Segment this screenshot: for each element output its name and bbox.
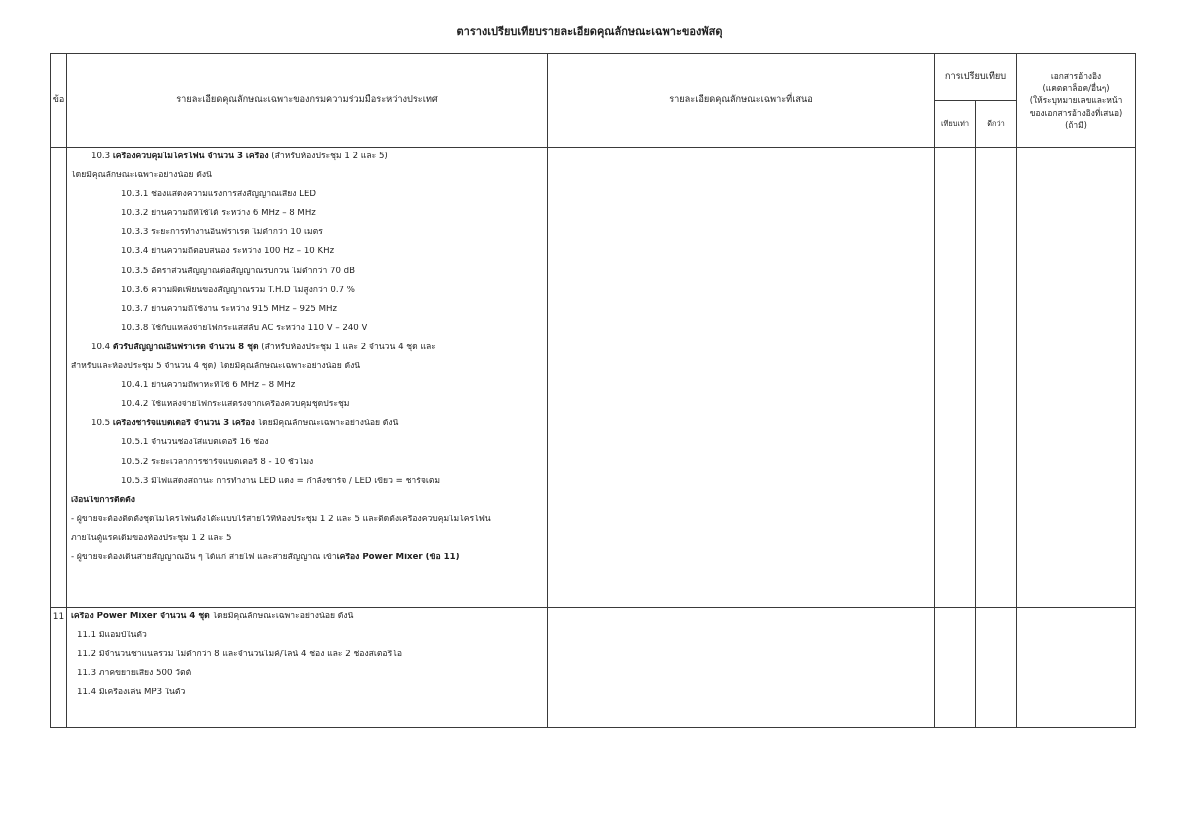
list-item: สำหรับและห้องประชุม 5 จำนวน 4 ชุด) โดยมีคุณลักษณะเฉพาะอย่างน้อย ดังนี้: [71, 362, 361, 372]
list-item: 10.5.1 จำนวนช่องใส่แบตเตอรี่ 16 ช่อง: [121, 438, 269, 448]
better-cell: [976, 608, 1017, 728]
header-reference-line-4: ของเอกสารอ้างอิงที่เสนอ): [1029, 107, 1123, 118]
list-item: เครื่อง Power Mixer จำนวน 4 ชุด โดยมีคุณลักษณะเฉพาะอย่างน้อย ดังนี้: [71, 612, 354, 621]
list-item: 10.3.7 ย่านความถี่ใช้งาน ระหว่าง 915 MHz – 925 MHz: [121, 304, 338, 314]
list-item: 10.4 ตัวรับสัญญาณอินฟราเรด จำนวน 8 ชุด (สำหรับห้องประชุม 1 และ 2 จำนวน 4 ชุด และ: [91, 342, 436, 352]
requirement-cell: [67, 608, 548, 728]
header-equal: เทียบเท่า: [935, 101, 976, 148]
header-requirement: รายละเอียดคุณลักษณะเฉพาะของกรมความร่วมมือระหว่างประเทศ: [67, 54, 548, 148]
list-item: 10.3.6 ความผิดเพี้ยนของสัญญาณรวม T.H.D ไม่สูงกว่า 0.7 %: [121, 285, 355, 295]
header-reference: [1017, 54, 1136, 148]
list-item: 10.3.2 ย่านความถี่ที่ใช้ได้ ระหว่าง 6 MHz – 8 MHz: [121, 209, 316, 219]
list-item: 10.3.8 ใช้กับแหล่งจ่ายไฟกระแสสลับ AC ระหว่าง 110 V – 240 V: [121, 323, 368, 333]
list-item: - ผู้ขายจะต้องเดินสายสัญญาณอื่น ๆ ได้แก่ สายไฟ และสายสัญญาณ เข้าเครื่อง Power Mixer (ข้อ 11): [71, 552, 460, 562]
list-item: 10.4.1 ย่านความถี่พาหะที่ใช้ 6 MHz – 8 MHz: [121, 381, 296, 391]
list-item: 10.4.2 ใช้แหล่งจ่ายไฟกระแสตรงจากเครื่องควบคุมชุดประชุม: [121, 400, 350, 410]
list-item: 10.5.2 ระยะเวลาการชาร์จแบตเตอรี 8 - 10 ชั่วโมง: [121, 457, 314, 467]
list-item: 10.3.5 อัตราส่วนสัญญาณต่อสัญญาณรบกวน ไม่ต่ำกว่า 70 dB: [121, 266, 356, 276]
table-row: [51, 148, 1136, 608]
list-item: โดยมีคุณลักษณะเฉพาะอย่างน้อย ดังนี้: [71, 171, 212, 181]
list-item: 11.2 มีจำนวนชาแนลรวม ไม่ต่ำกว่า 8 และจำนวนไมค์/ไลน์ 4 ช่อง และ 2 ช่องสเตอริโอ: [77, 650, 402, 659]
header-reference-line-3: (ให้ระบุหมายเลขและหน้า: [1029, 95, 1123, 106]
list-item: 10.3.4 ย่านความถี่ตอบสนอง ระหว่าง 100 Hz – 10 KHz: [121, 247, 335, 257]
header-reference-line-1: เอกสารอ้างอิง: [1050, 71, 1102, 82]
header-reference-line-2: (แคตตาล็อค/อื่นๆ): [1042, 83, 1110, 94]
header-no: ข้อ: [51, 54, 67, 148]
list-item: 10.5.3 มีไฟแสดงสถานะ การทำงาน LED แดง = กำลังชาร์จ / LED เขียว = ชาร์จเต็ม: [121, 476, 441, 486]
equal-cell: [935, 608, 976, 728]
row-no: 11: [51, 608, 67, 728]
table-row: [51, 608, 1136, 728]
list-item: 10.3 เครื่องควบคุมไมโครโฟน จำนวน 3 เครื่อง (สำหรับห้องประชุม 1 2 และ 5): [91, 152, 388, 161]
list-item: 10.5 เครื่องชาร์จแบตเตอรี่ จำนวน 3 เครื่อง โดยมีคุณลักษณะเฉพาะอย่างน้อย ดังนี้: [91, 419, 399, 429]
header-offered: รายละเอียดคุณลักษณะเฉพาะที่เสนอ: [548, 54, 935, 148]
reference-cell: [1017, 608, 1136, 728]
equal-cell: [935, 148, 976, 608]
comparison-table: [50, 53, 1136, 728]
requirement-cell: [67, 148, 548, 608]
list-item: 10.3.1 ช่องแสดงความแรงการส่งสัญญาณเสียง LED: [121, 190, 316, 200]
document-title: ตารางเปรียบเทียบรายละเอียดคุณลักษณะเฉพาะของพัสดุ: [456, 25, 723, 38]
spec-sheet: [50, 53, 1135, 728]
list-item: 10.3.3 ระยะการทำงานอินฟราเรด ไม่ต่ำกว่า 10 เมตร: [121, 228, 323, 238]
list-item: ภายในตู้แร็คเดิมของห้องประชุม 1 2 และ 5: [71, 533, 232, 543]
header-reference-line-5: (ถ้ามี): [1065, 119, 1087, 130]
list-item: 11.3 ภาคขยายเสียง 500 วัตต์: [77, 669, 192, 678]
list-item: - ผู้ขายจะต้องติดตั้งชุดไมโครโฟนตั้งโต๊ะแบบไร้สายไว้ที่ห้องประชุม 1 2 และ 5 และติดตั้งเครื่องควบคุมไมโครโฟน: [71, 514, 491, 524]
list-item: เงื่อนไขการติดตั้ง: [71, 495, 135, 505]
reference-cell: [1017, 148, 1136, 608]
list-item: 11.1 มีแอมป์ในตัว: [77, 631, 147, 640]
offered-cell: [548, 608, 935, 728]
header-better: ดีกว่า: [976, 101, 1017, 148]
header-comparison: การเปรียบเทียบ: [935, 54, 1017, 101]
offered-cell: [548, 148, 935, 608]
better-cell: [976, 148, 1017, 608]
row-no: [51, 148, 67, 608]
list-item: 11.4 มีเครื่องเล่น MP3 ในตัว: [77, 688, 186, 697]
